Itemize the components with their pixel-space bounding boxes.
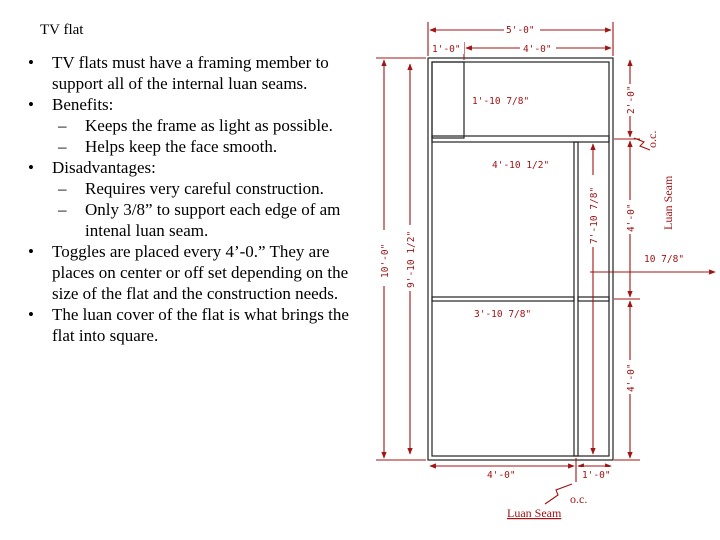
oc-label-bottom: o.c. [570,492,588,506]
dim-toggle-mid: 4'-0" [626,203,637,232]
bullet-dot: • [28,305,34,324]
dim-toggle-upper: 2'-0" [626,85,637,114]
oc-label-right: o.c. [645,130,659,148]
bullet-text: Disadvantages: [52,158,156,177]
luan-seam-label-bottom: Luan Seam [507,506,562,520]
inner-frame [432,62,609,456]
dim-bottom-left: 4'-0" [487,470,516,481]
dim-right-offset: 10 7/8" [644,254,685,265]
bullet-text: Toggles are placed every 4’-0.” They are places on center or off set depending on the size of the flat and the construction needs. [52,242,349,303]
dim-overall-width: 5'-0" [506,25,535,36]
sub-bullet-text: Only 3/8” to support each edge of am intenal luan seam. [85,200,341,240]
sub-bullet-dash: – [58,116,67,135]
upper-rail [432,136,609,142]
dim-toggle-lower: 4'-0" [626,363,637,392]
middle-rail-left [432,297,574,301]
sub-bullet-dash: – [58,137,67,156]
bullet-dot: • [28,95,34,114]
dim-top-right: 4'-0" [523,44,552,55]
outer-frame [428,58,613,460]
luan-seam-leader-bottom [545,484,572,504]
bullet-dot: • [28,242,34,261]
bullet-text: Benefits: [52,95,114,114]
flat-frame [428,58,613,460]
bullet-text: TV flats must have a framing member to support all of the internal luan seams. [52,53,329,93]
bullet-dot: • [28,158,34,177]
slide-title: TV flat [40,22,84,38]
dim-stile-top: 1'-10 7/8" [472,96,530,107]
dim-upper-rail: 4'-10 1/2" [492,160,550,171]
sub-bullet-dash: – [58,179,67,198]
sub-bullet-text: Keeps the frame as light as possible. [85,116,333,135]
sub-bullet-dash: – [58,200,67,219]
luan-seam-label-right: Luan Seam [661,175,675,230]
bullet-text: The luan cover of the flat is what brings the flat into square. [52,305,349,345]
dim-inner-height: 9'-10 1/2" [406,230,417,288]
dim-top-left: 1'-0" [432,44,461,55]
dim-bottom-right: 1'-0" [582,470,611,481]
dim-overall-height: 10'-0" [380,243,391,278]
dimension-labels [377,22,684,481]
sub-bullet-text: Requires very careful construction. [85,179,324,198]
dim-vertical-member: 7'-10 7/8" [589,186,600,244]
left-stile-section [432,62,464,138]
bullet-dot: • [28,53,34,72]
dim-middle-rail: 3'-10 7/8" [474,309,532,320]
sub-bullet-text: Helps keep the face smooth. [85,137,278,156]
